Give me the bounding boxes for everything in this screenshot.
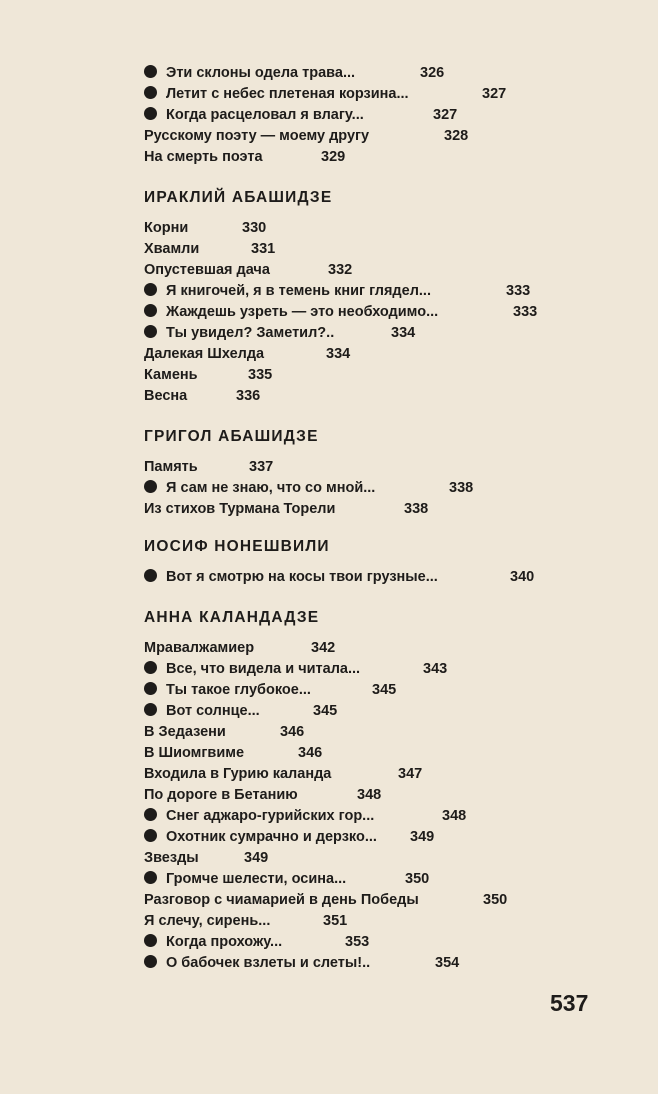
entry-title-text: Далекая Шхелда — [144, 346, 265, 362]
entry-title — [144, 764, 331, 784]
bullet-dot-icon — [144, 480, 157, 493]
entry-title — [144, 260, 270, 280]
entry-title-text: Жаждешь узреть — это необходимо... — [166, 304, 439, 320]
entry-title — [144, 722, 226, 742]
bullet-dot-icon — [144, 65, 157, 78]
entry-title-text: Все, что видела и читала... — [166, 661, 361, 677]
bullet-dot-icon — [144, 808, 157, 821]
entry-page-number: 343 — [423, 661, 448, 677]
toc-entry — [144, 63, 624, 83]
entry-title-text: Мравалжамиер — [144, 640, 255, 656]
entry-title — [144, 499, 335, 519]
entry-page-number: 348 — [442, 808, 467, 824]
entry-page-number: 338 — [449, 480, 474, 496]
entry-title-text: Когда расцеловал я влагу... — [166, 107, 364, 123]
toc-entry — [144, 659, 624, 679]
entry-title-text: Русскому поэту — моему другу — [144, 128, 370, 144]
toc-entry — [144, 701, 624, 721]
toc-entry — [144, 147, 624, 167]
entry-title-text: В Шиомгвиме — [144, 745, 245, 761]
entry-title-text: Хвамли — [144, 241, 200, 257]
entry-title-text: Громче шелести, осина... — [166, 871, 347, 887]
entry-title — [144, 386, 187, 406]
entry-page-number: 350 — [483, 892, 508, 908]
toc-entry — [144, 281, 624, 301]
entry-title-text: Память — [144, 459, 198, 475]
entry-page-number: 333 — [513, 304, 538, 320]
entry-title-text: В Зедазени — [144, 724, 226, 740]
entry-title-text: Входила в Гурию каланда — [144, 766, 332, 782]
entry-title — [144, 63, 355, 83]
entry-title — [144, 126, 369, 146]
author-heading: ГРИГОЛ АБАШИДЗЕ — [144, 428, 319, 445]
entry-page-number: 346 — [280, 724, 305, 740]
entry-page-number: 332 — [328, 262, 353, 278]
toc-entry — [144, 764, 624, 784]
entry-title-text: Охотник сумрачно и дерзко... — [166, 829, 377, 845]
bullet-dot-icon — [144, 569, 157, 582]
entry-title — [144, 218, 188, 238]
bullet-dot-icon — [144, 934, 157, 947]
toc-entry — [144, 869, 624, 889]
entry-page-number: 353 — [345, 934, 370, 950]
entry-page-number: 347 — [398, 766, 423, 782]
toc-entry — [144, 680, 624, 700]
entry-page-number: 328 — [444, 128, 469, 144]
entry-title — [144, 281, 431, 301]
entry-title-text: Я сам не знаю, что со мной... — [166, 480, 376, 496]
toc-entry — [144, 827, 624, 847]
entry-title-text: Когда прохожу... — [166, 934, 283, 950]
entry-title-text: Из стихов Турмана Торели — [144, 501, 336, 517]
entry-title-text: Снег аджаро-гурийских гор... — [166, 808, 375, 824]
entry-title — [144, 911, 270, 931]
entry-title-text: Ты такое глубокое... — [166, 682, 311, 698]
entry-page-number: 345 — [372, 682, 397, 698]
entry-page-number: 338 — [404, 501, 429, 517]
entry-title-text: Опустевшая дача — [144, 262, 270, 278]
entry-title — [144, 785, 298, 805]
entry-page-number: 348 — [357, 787, 382, 803]
entry-title — [144, 344, 264, 364]
toc-entry — [144, 785, 624, 805]
entry-page-number: 342 — [311, 640, 336, 656]
entry-page-number: 346 — [298, 745, 323, 761]
entry-page-number: 334 — [326, 346, 351, 362]
toc-entry — [144, 890, 624, 910]
entry-title — [144, 869, 346, 889]
entry-page-number: 350 — [405, 871, 430, 887]
entry-title-text: Я книгочей, я в темень книг глядел... — [166, 283, 431, 299]
toc-entry — [144, 743, 624, 763]
entry-title — [144, 365, 198, 385]
entry-title — [144, 105, 364, 125]
entry-page-number: 349 — [244, 850, 269, 866]
author-heading: АННА КАЛАНДАДЗЕ — [144, 609, 320, 626]
entry-title-text: Вот я смотрю на косы твои грузные... — [166, 569, 438, 585]
entry-title-text: Весна — [144, 388, 188, 404]
entry-title — [144, 827, 377, 847]
bullet-dot-icon — [144, 682, 157, 695]
page-number: 537 — [550, 990, 589, 1016]
entry-title-text: Корни — [144, 220, 189, 236]
entry-title — [144, 239, 199, 259]
bullet-dot-icon — [144, 829, 157, 842]
entry-page-number: 337 — [249, 459, 274, 475]
entry-page-number: 340 — [510, 569, 535, 585]
entry-title-text: Звезды — [144, 850, 199, 866]
entry-title-text: Ты увидел? Заметил?.. — [166, 325, 335, 341]
entry-title-text: На смерть поэта — [144, 149, 263, 165]
toc-entry — [144, 478, 624, 498]
entry-page-number: 336 — [236, 388, 261, 404]
entry-page-number: 351 — [323, 913, 348, 929]
toc-entry — [144, 344, 624, 364]
entry-title — [144, 638, 254, 658]
entry-title-text: Разговор с чиамарией в день Победы — [144, 892, 419, 908]
toc-entry — [144, 239, 624, 259]
toc-entry — [144, 806, 624, 826]
toc-entry — [144, 365, 624, 385]
entry-title — [144, 84, 409, 104]
entry-title — [144, 848, 199, 868]
entry-page-number: 333 — [506, 283, 531, 299]
entry-page-number: 326 — [420, 65, 445, 81]
bullet-dot-icon — [144, 107, 157, 120]
entry-page-number: 330 — [242, 220, 267, 236]
bullet-dot-icon — [144, 325, 157, 338]
toc-entry — [144, 457, 624, 477]
toc-entry — [144, 323, 624, 343]
entry-title — [144, 478, 375, 498]
entry-title — [144, 323, 334, 343]
entry-title-text: По дороге в Бетанию — [144, 787, 298, 803]
toc-entry — [144, 848, 624, 868]
entry-title — [144, 302, 438, 322]
entry-title — [144, 890, 419, 910]
entry-title — [144, 680, 311, 700]
toc-entry — [144, 105, 624, 125]
toc-entry — [144, 84, 624, 104]
entry-title — [144, 147, 263, 167]
toc-entry — [144, 218, 624, 238]
entry-title — [144, 457, 198, 477]
bullet-dot-icon — [144, 661, 157, 674]
bullet-dot-icon — [144, 955, 157, 968]
bullet-dot-icon — [144, 86, 157, 99]
toc-entry — [144, 126, 624, 146]
toc-entry — [144, 386, 624, 406]
entry-title-text: Эти склоны одела трава... — [166, 65, 356, 81]
entry-title-text: Камень — [144, 367, 198, 383]
entry-title — [144, 567, 438, 587]
entry-page-number: 335 — [248, 367, 273, 383]
toc-entry — [144, 953, 624, 973]
entry-title — [144, 701, 260, 721]
entry-title-text: Я слечу, сирень... — [144, 913, 271, 929]
entry-page-number: 354 — [435, 955, 460, 971]
toc-entry — [144, 499, 624, 519]
entry-page-number: 327 — [433, 107, 458, 123]
entry-page-number: 329 — [321, 149, 346, 165]
entry-title — [144, 659, 360, 679]
toc-entry — [144, 722, 624, 742]
toc-entry — [144, 302, 624, 322]
bullet-dot-icon — [144, 871, 157, 884]
entry-page-number: 349 — [410, 829, 435, 845]
entry-title — [144, 806, 374, 826]
toc-entry — [144, 932, 624, 952]
toc-entry — [144, 638, 624, 658]
toc-entry — [144, 260, 624, 280]
author-heading: ИРАКЛИЙ АБАШИДЗЕ — [144, 189, 333, 206]
entry-title-text: О бабочек взлеты и слеты!.. — [166, 955, 371, 971]
author-heading: ИОСИФ НОНЕШВИЛИ — [144, 538, 330, 555]
entry-title — [144, 743, 244, 763]
entry-page-number: 334 — [391, 325, 416, 341]
entry-title — [144, 953, 370, 973]
toc-entry — [144, 911, 624, 931]
entry-title — [144, 932, 282, 952]
bullet-dot-icon — [144, 703, 157, 716]
entry-page-number: 327 — [482, 86, 507, 102]
entry-title-text: Вот солнце... — [166, 703, 260, 719]
entry-page-number: 345 — [313, 703, 338, 719]
bullet-dot-icon — [144, 283, 157, 296]
bullet-dot-icon — [144, 304, 157, 317]
entry-title-text: Летит с небес плетеная корзина... — [166, 86, 409, 102]
entry-page-number: 331 — [251, 241, 276, 257]
toc-entry — [144, 567, 624, 587]
